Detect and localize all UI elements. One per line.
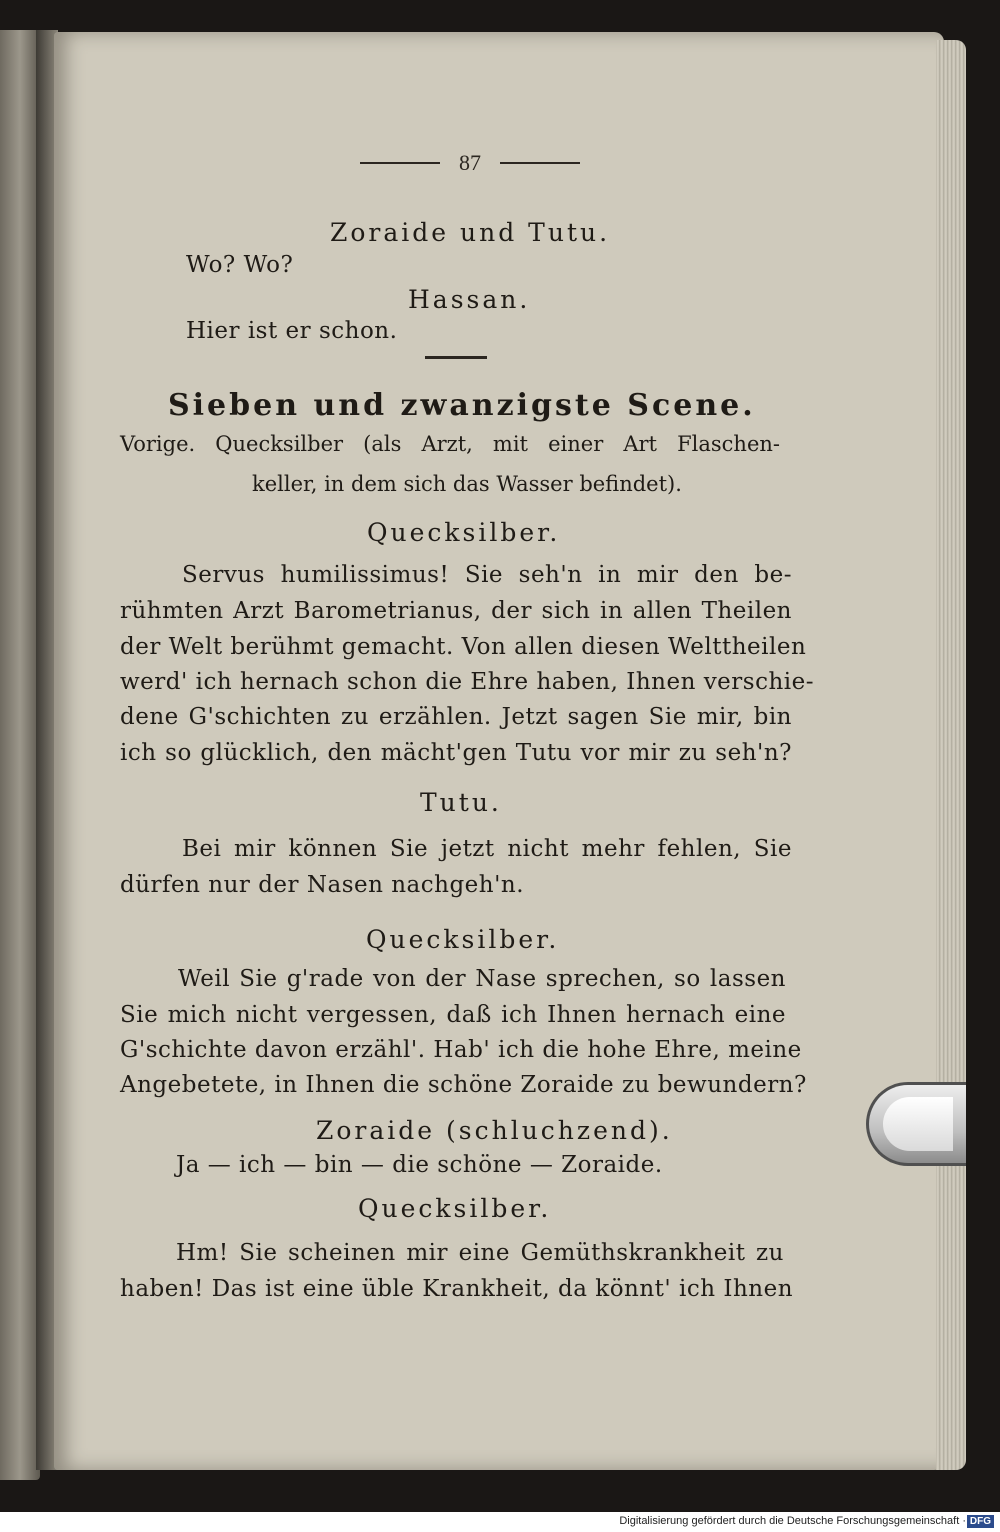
cast-line: keller, in dem sich das Wasser befindet). — [252, 472, 682, 496]
cast-line: Vorige. Quecksilber (als Arzt, mit einer Art Flaschen- — [120, 432, 780, 456]
dialogue-line: werd' ich hernach schon die Ehre haben, Ihnen verschie- — [120, 669, 815, 695]
speaker-name: Quecksilber. — [367, 518, 561, 547]
dialogue-line: rühmten Arzt Barometrianus, der sich in allen Theilen — [120, 598, 792, 624]
dialogue-line: Hm! Sie scheinen mir eine Gemüthskrankheit zu — [176, 1240, 784, 1266]
dfg-logo: DFG — [967, 1515, 994, 1528]
dialogue-line: haben! Das ist eine üble Krankheit, da könnt' ich Ihnen — [120, 1276, 794, 1302]
dialogue-line: Weil Sie g'rade von der Nase sprechen, so lassen — [178, 966, 786, 992]
dialogue-line: Sie mich nicht vergessen, daß ich Ihnen hernach eine — [120, 1002, 786, 1028]
page-clip-tab — [866, 1082, 966, 1166]
header-rule-right — [500, 162, 580, 164]
dialogue-line: Ja — ich — bin — die schöne — Zoraide. — [176, 1152, 663, 1178]
dialogue-line: Servus humilissimus! Sie seh'n in mir den be- — [182, 562, 792, 588]
dialogue-line: Angebetete, in Ihnen die schöne Zoraide zu bewundern? — [120, 1072, 807, 1098]
page-number: 87 — [459, 150, 481, 175]
dialogue-line: ich so glücklich, den mächt'gen Tutu vor mir zu seh'n? — [120, 740, 792, 766]
dialogue-line: dene G'schichten zu erzählen. Jetzt sagen Sie mir, bin — [120, 704, 792, 730]
dialogue-line: der Welt berühmt gemacht. Von allen diesen Welttheilen — [120, 634, 807, 660]
dialogue-line: Hier ist er schon. — [186, 318, 398, 344]
page-header — [360, 148, 580, 178]
funding-notice: Digitalisierung gefördert durch die Deutsche Forschungsgemeinschaft · — [619, 1515, 966, 1527]
dialogue-line: Wo? Wo? — [186, 252, 294, 278]
speaker-name: Quecksilber. — [366, 925, 560, 954]
page-edges — [936, 40, 966, 1470]
page-clip-highlight — [883, 1097, 953, 1151]
speaker-name: Zoraide (schluchzend). — [316, 1116, 673, 1145]
dialogue-line: Bei mir können Sie jetzt nicht mehr fehlen, Sie — [182, 836, 792, 862]
scene-divider — [425, 356, 487, 359]
speaker-name: Tutu. — [420, 788, 502, 817]
header-rule-left — [360, 162, 440, 164]
left-page-edge — [0, 30, 40, 1480]
dialogue-line: G'schichte davon erzähl'. Hab' ich die hohe Ehre, meine — [120, 1037, 802, 1063]
speaker-name: Zoraide und Tutu. — [330, 218, 611, 247]
scene-title: Sieben und zwanzigste Scene. — [168, 388, 756, 423]
dialogue-line: dürfen nur der Nasen nachgeh'n. — [120, 872, 525, 898]
speaker-name: Hassan. — [408, 285, 531, 314]
speaker-name: Quecksilber. — [358, 1194, 552, 1223]
